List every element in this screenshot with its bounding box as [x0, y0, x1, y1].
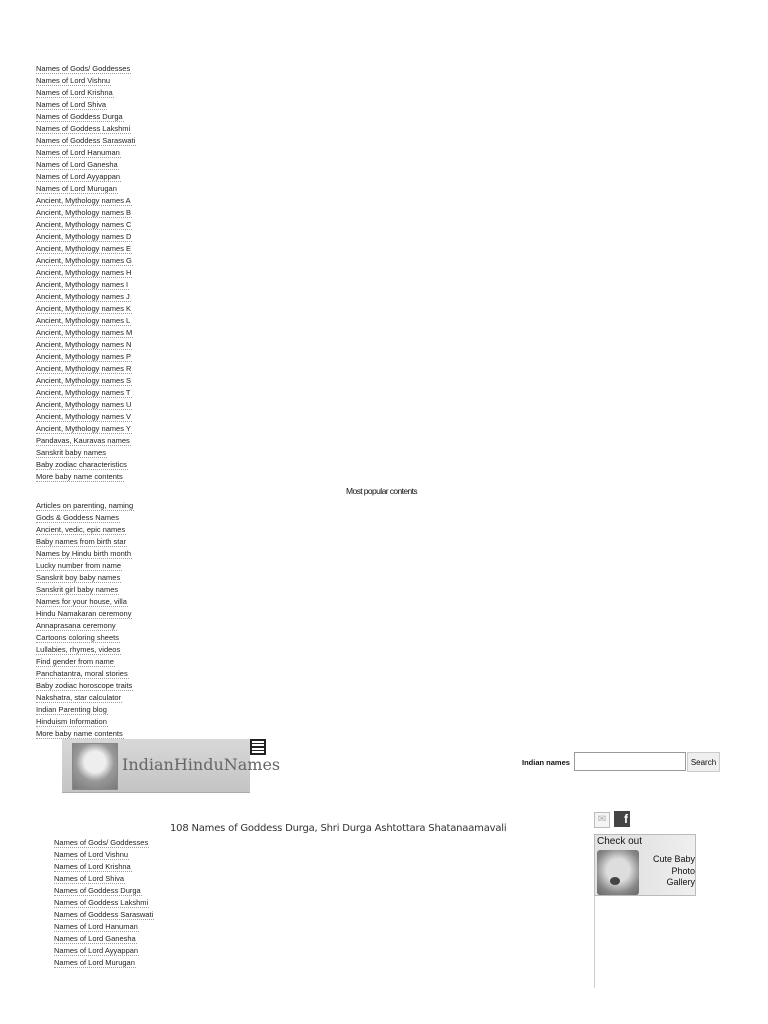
popular-link[interactable]: Annaprasana ceremony	[36, 621, 116, 630]
popular-link[interactable]: Find gender from name	[36, 657, 114, 666]
nav-item	[36, 171, 136, 183]
sidebar-item	[54, 921, 154, 933]
sidebar-item	[54, 861, 154, 873]
gods-names-nav	[36, 63, 136, 483]
nav-item	[36, 255, 136, 267]
sidebar-nav	[54, 837, 154, 969]
nav-item	[36, 75, 136, 87]
nav-item	[36, 447, 136, 459]
popular-link[interactable]: Nakshatra, star calculator	[36, 693, 122, 702]
popular-link[interactable]: Baby zodiac horoscope traits	[36, 681, 133, 690]
nav-item	[36, 435, 136, 447]
logo-text: IndianHinduNames	[122, 755, 281, 774]
nav-link[interactable]: Ancient, Mythology names Y	[36, 424, 131, 433]
nav-item	[36, 195, 136, 207]
nav-link[interactable]: Ancient, Mythology names L	[36, 316, 131, 325]
search-label: Indian names	[522, 758, 570, 767]
popular-item	[36, 608, 134, 620]
sidebar-link[interactable]: Names of Lord Hanuman	[54, 922, 138, 931]
popular-link[interactable]: Cartoons coloring sheets	[36, 633, 119, 642]
nav-link[interactable]: Ancient, Mythology names P	[36, 352, 132, 361]
nav-link[interactable]: Ancient, Mythology names H	[36, 268, 132, 277]
sidebar-link[interactable]: Names of Lord Vishnu	[54, 850, 129, 859]
nav-link[interactable]: Ancient, Mythology names C	[36, 220, 132, 229]
popular-contents-title: Most popular contents	[346, 486, 418, 496]
popular-item	[36, 560, 134, 572]
nav-item	[36, 135, 136, 147]
nav-link[interactable]: Names of Goddess Lakshmi	[36, 124, 131, 133]
nav-item	[36, 459, 136, 471]
facebook-icon[interactable]: f	[614, 811, 630, 827]
popular-link[interactable]: Articles on parenting, naming	[36, 501, 134, 510]
popular-link[interactable]: Panchatantra, moral stories	[36, 669, 128, 678]
nav-item	[36, 291, 136, 303]
nav-item	[36, 63, 136, 75]
nav-item	[36, 111, 136, 123]
popular-link[interactable]: More baby name contents	[36, 729, 123, 738]
sidebar-item	[54, 933, 154, 945]
nav-item	[36, 231, 136, 243]
popular-link[interactable]: Names by Hindu birth month	[36, 549, 132, 558]
nav-link[interactable]: Names of Goddess Durga	[36, 112, 123, 121]
nav-item	[36, 183, 136, 195]
popular-item	[36, 512, 134, 524]
nav-item	[36, 339, 136, 351]
promo-line: Photo	[671, 865, 695, 876]
sidebar-link[interactable]: Names of Lord Shiva	[54, 874, 125, 883]
nav-link[interactable]: More baby name contents	[36, 472, 123, 481]
twitter-icon[interactable]: ✉	[594, 812, 610, 828]
sidebar-item	[54, 957, 154, 969]
promo-title: Check out	[597, 836, 643, 847]
page-title: 108 Names of Goddess Durga, Shri Durga Ashtottara Shatanaamavali	[170, 823, 507, 834]
popular-item	[36, 680, 134, 692]
nav-item	[36, 243, 136, 255]
sidebar-link[interactable]: Names of Gods/ Goddesses	[54, 838, 149, 847]
nav-link[interactable]: Ancient, Mythology names V	[36, 412, 132, 421]
nav-link[interactable]: Names of Lord Shiva	[36, 100, 107, 109]
nav-link[interactable]: Ancient, Mythology names E	[36, 244, 132, 253]
menu-list-icon[interactable]	[250, 739, 266, 755]
nav-item	[36, 423, 136, 435]
nav-item	[36, 375, 136, 387]
nav-link[interactable]: Ancient, Mythology names B	[36, 208, 132, 217]
nav-link[interactable]: Ancient, Mythology names K	[36, 304, 132, 313]
nav-link[interactable]: Ancient, Mythology names J	[36, 292, 130, 301]
popular-item	[36, 632, 134, 644]
nav-item	[36, 279, 136, 291]
sidebar-item	[54, 897, 154, 909]
sidebar-item	[54, 909, 154, 921]
nav-link[interactable]: Ancient, Mythology names N	[36, 340, 132, 349]
nav-link[interactable]: Names of Lord Krishna	[36, 88, 113, 97]
nav-item	[36, 207, 136, 219]
popular-link[interactable]: Indian Parenting blog	[36, 705, 107, 714]
nav-link[interactable]: Ancient, Mythology names I	[36, 280, 129, 289]
popular-item	[36, 548, 134, 560]
popular-link[interactable]: Hindu Namakaran ceremony	[36, 609, 132, 618]
nav-link[interactable]: Names of Lord Hanuman	[36, 148, 120, 157]
sidebar-link[interactable]: Names of Goddess Lakshmi	[54, 898, 149, 907]
popular-item	[36, 536, 134, 548]
nav-link[interactable]: Sanskrit baby names	[36, 448, 107, 457]
nav-item	[36, 99, 136, 111]
site-logo[interactable]	[62, 739, 281, 793]
nav-item	[36, 387, 136, 399]
deity-image	[72, 743, 118, 790]
sidebar-link[interactable]: Names of Goddess Saraswati	[54, 910, 154, 919]
baby-photo	[597, 850, 639, 895]
sidebar-item	[54, 885, 154, 897]
nav-item	[36, 411, 136, 423]
popular-item	[36, 620, 134, 632]
nav-link[interactable]: Names of Lord Vishnu	[36, 76, 111, 85]
nav-link[interactable]: Ancient, Mythology names A	[36, 196, 131, 205]
sidebar-item	[54, 849, 154, 861]
popular-item	[36, 716, 134, 728]
nav-link[interactable]: Ancient, Mythology names S	[36, 376, 132, 385]
popular-link[interactable]: Lucky number from name	[36, 561, 122, 570]
nav-item	[36, 147, 136, 159]
search-input[interactable]	[574, 752, 686, 771]
nav-link[interactable]: Ancient, Mythology names M	[36, 328, 133, 337]
popular-link[interactable]: Hinduism Information	[36, 717, 107, 726]
sidebar-item	[54, 945, 154, 957]
sidebar-link[interactable]: Names of Lord Ganesha	[54, 934, 136, 943]
nav-link[interactable]: Baby zodiac characteristics	[36, 460, 127, 469]
nav-link[interactable]: Names of Lord Murugan	[36, 184, 117, 193]
popular-contents-list	[36, 500, 134, 740]
nav-link[interactable]: Names of Lord Ayyappan	[36, 172, 121, 181]
nav-item	[36, 267, 136, 279]
popular-item	[36, 596, 134, 608]
nav-item	[36, 87, 136, 99]
popular-item	[36, 584, 134, 596]
nav-item	[36, 327, 136, 339]
nav-item	[36, 123, 136, 135]
sidebar-link[interactable]: Names of Lord Murugan	[54, 958, 135, 967]
popular-link[interactable]: Baby names from birth star	[36, 537, 127, 546]
sidebar-link[interactable]: Names of Lord Ayyappan	[54, 946, 139, 955]
popular-link[interactable]: Names for your house, villa	[36, 597, 127, 606]
nav-link[interactable]: Ancient, Mythology names G	[36, 256, 132, 265]
nav-link[interactable]: Ancient, Mythology names U	[36, 400, 132, 409]
popular-item	[36, 692, 134, 704]
popular-item	[36, 524, 134, 536]
popular-item	[36, 656, 134, 668]
nav-item	[36, 363, 136, 375]
sidebar-link[interactable]: Names of Goddess Durga	[54, 886, 141, 895]
popular-item	[36, 572, 134, 584]
popular-link[interactable]: Gods & Goddess Names	[36, 513, 119, 522]
nav-item	[36, 399, 136, 411]
sidebar-item	[54, 873, 154, 885]
popular-link[interactable]: Ancient, vedic, epic names	[36, 525, 126, 534]
popular-item	[36, 500, 134, 512]
nav-link[interactable]: Pandavas, Kauravas names	[36, 436, 130, 445]
baby-photo-gallery-promo[interactable]	[594, 834, 696, 896]
promo-text	[643, 854, 695, 889]
promo-line: Cute Baby	[652, 854, 695, 864]
popular-link[interactable]: Sanskrit girl baby names	[36, 585, 119, 594]
nav-item	[36, 471, 136, 483]
nav-link[interactable]: Names of Lord Ganesha	[36, 160, 118, 169]
nav-item	[36, 315, 136, 327]
search-button[interactable]: Search	[687, 752, 720, 772]
sidebar-item	[54, 837, 154, 849]
nav-item	[36, 159, 136, 171]
nav-link[interactable]: Ancient, Mythology names T	[36, 388, 131, 397]
nav-link[interactable]: Names of Gods/ Goddesses	[36, 64, 131, 73]
nav-link[interactable]: Ancient, Mythology names D	[36, 232, 132, 241]
popular-item	[36, 668, 134, 680]
promo-line: Gallery	[666, 877, 695, 887]
popular-item	[36, 704, 134, 716]
nav-item	[36, 351, 136, 363]
popular-link[interactable]: Sanskrit boy baby names	[36, 573, 121, 582]
nav-link[interactable]: Ancient, Mythology names R	[36, 364, 132, 373]
popular-link[interactable]: Lullabies, rhymes, videos	[36, 645, 121, 654]
popular-item	[36, 644, 134, 656]
nav-item	[36, 219, 136, 231]
nav-item	[36, 303, 136, 315]
sidebar-link[interactable]: Names of Lord Krishna	[54, 862, 131, 871]
nav-link[interactable]: Names of Goddess Saraswati	[36, 136, 136, 145]
